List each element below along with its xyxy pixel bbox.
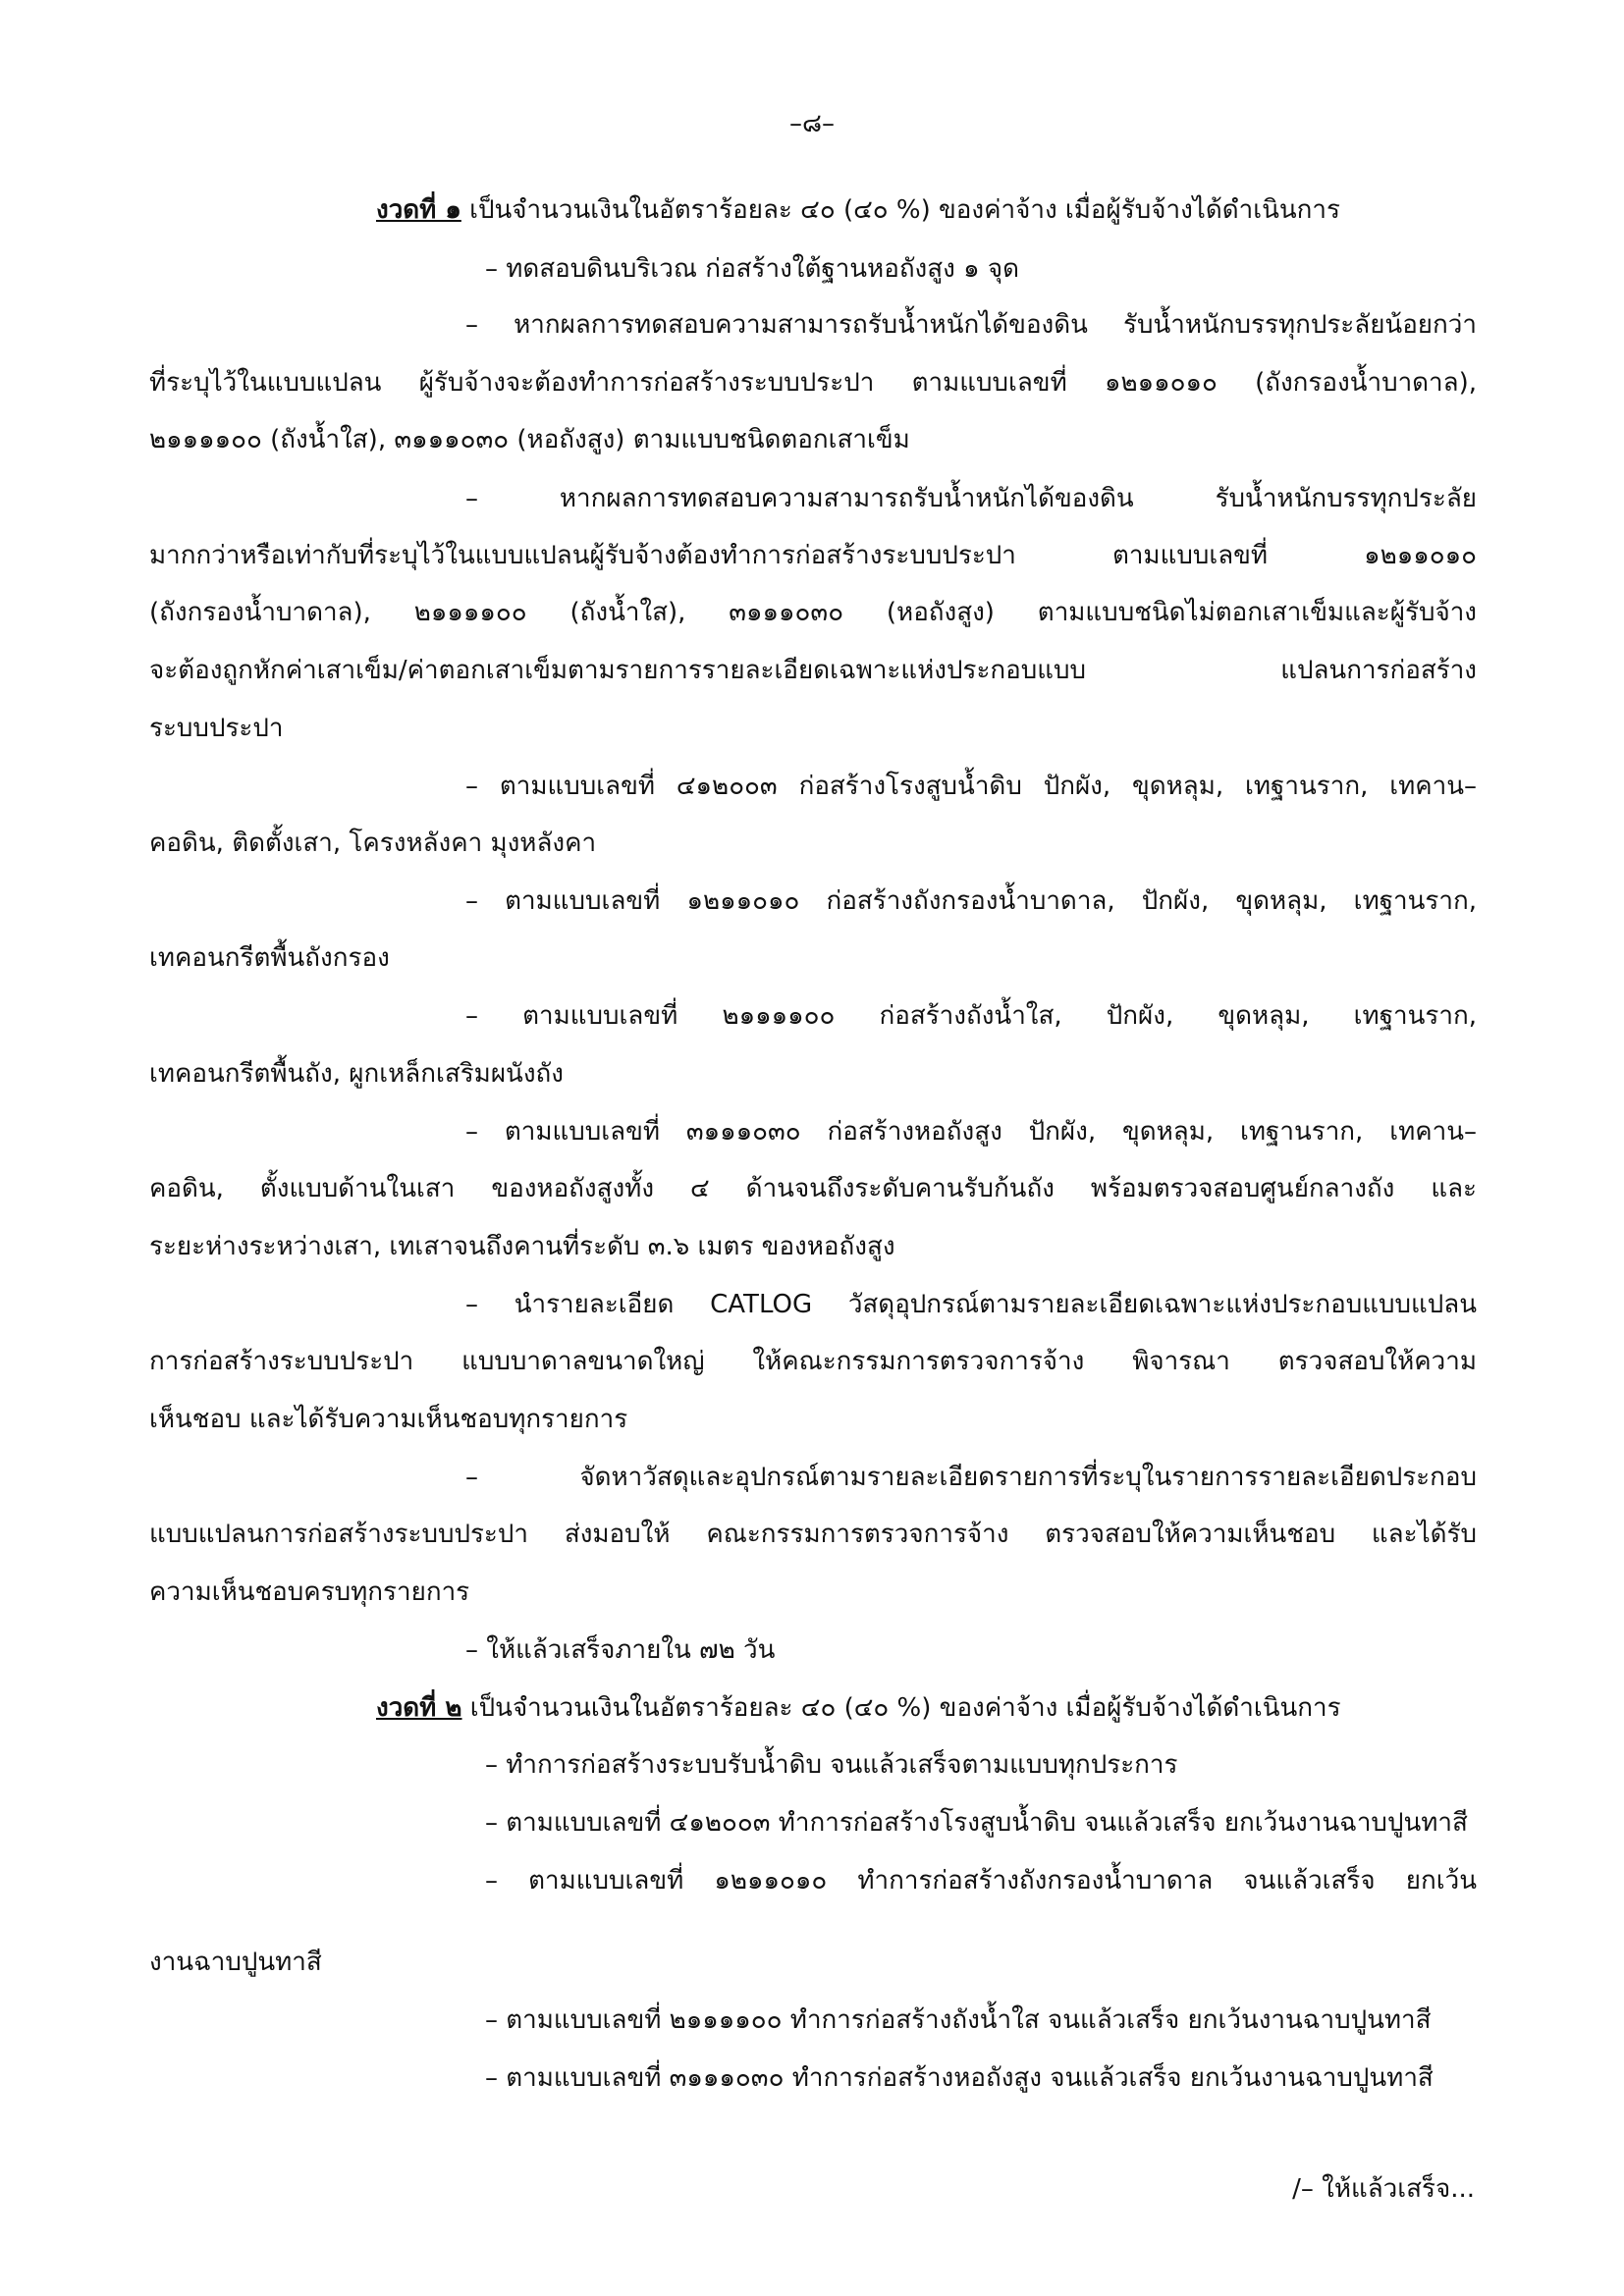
paragraph-line: คอดิน, ตั้งแบบด้านในเสา ของหอถังสูงทั้ง ๔ ด้านจนถึงระดับคานรับก้นถัง พร้อมตรวจสอบศูนย์กลางถัง และ [149, 1174, 1477, 1203]
paragraph-line: – ตามแบบเลขที่ ๓๑๑๑๐๓๐ ทำการก่อสร้างหอถังสูง จนแล้วเสร็จ ยกเว้นงานฉาบปูนทาสี [485, 2063, 1434, 2093]
paragraph-line: เทคอนกรีตพื้นถังกรอง [149, 943, 390, 973]
paragraph-line: – นำรายละเอียด CATLOG วัสดุอุปกรณ์ตามรายละเอียดเฉพาะแห่งประกอบแบบแปลน [465, 1290, 1477, 1319]
paragraph-line: ๒๑๑๑๑๐๐ (ถังน้ำใส), ๓๑๑๑๐๓๐ (หอถังสูง) ตามแบบชนิดตอกเสาเข็ม [149, 425, 910, 454]
paragraph-line: ระบบประปา [149, 714, 284, 743]
paragraph-line: เทคอนกรีตพื้นถัง, ผูกเหล็กเสริมผนังถัง [149, 1059, 564, 1089]
paragraph-line: – หากผลการทดสอบความสามารถรับน้ำหนักได้ของดิน รับน้ำหนักบรรทุกประลัยน้อยกว่า [465, 310, 1477, 340]
paragraph-line: คอดิน, ติดตั้งเสา, โครงหลังคา มุงหลังคา [149, 828, 597, 858]
paragraph-line: แบบแปลนการก่อสร้างระบบประปา ส่งมอบให้ คณะกรรมการตรวจการจ้าง ตรวจสอบให้ความเห็นชอบ และได้รับ [149, 1520, 1477, 1549]
paragraph-line: มากกว่าหรือเท่ากับที่ระบุไว้ในแบบแปลนผู้รับจ้างต้องทำการก่อสร้างระบบประปา ตามแบบเลขที่ ๑๒๑๑๐๑๐ [149, 541, 1477, 570]
paragraph-line: – หากผลการทดสอบความสามารถรับน้ำหนักได้ของดิน รับน้ำหนักบรรทุกประลัย [465, 484, 1477, 513]
installment2-intro: เป็นจำนวนเงินในอัตราร้อยละ ๔๐ (๔๐ %) ของค่าจ้าง เมื่อผู้รับจ้างได้ดำเนินการ [461, 1693, 1341, 1723]
continuation-note: /– ให้แล้วเสร็จ... [1292, 2174, 1475, 2204]
paragraph-line: – ตามแบบเลขที่ ๔๑๒๐๐๓ ก่อสร้างโรงสูบน้ำดิบ ปักผัง, ขุดหลุม, เทฐานราก, เทคาน– [465, 772, 1477, 801]
installment1-heading-line [376, 192, 1340, 228]
page-number: –๘– [788, 109, 836, 138]
installment1-intro: เป็นจำนวนเงินในอัตราร้อยละ ๔๐ (๔๐ %) ของค่าจ้าง เมื่อผู้รับจ้างได้ดำเนินการ [460, 195, 1340, 225]
paragraph-line: – ตามแบบเลขที่ ๒๑๑๑๑๐๐ ทำการก่อสร้างถังน้ำใส จนแล้วเสร็จ ยกเว้นงานฉาบปูนทาสี [485, 2005, 1432, 2035]
paragraph-line: จะต้องถูกหักค่าเสาเข็ม/ค่าตอกเสาเข็มตามรายการรายละเอียดเฉพาะแห่งประกอบแบบ แปลนการก่อสร้าง [149, 656, 1477, 685]
paragraph-line: – ตามแบบเลขที่ ๑๒๑๑๐๑๐ ก่อสร้างถังกรองน้ำบาดาล, ปักผัง, ขุดหลุม, เทฐานราก, [465, 886, 1477, 916]
paragraph-line: – ตามแบบเลขที่ ๒๑๑๑๑๐๐ ก่อสร้างถังน้ำใส, ปักผัง, ขุดหลุม, เทฐานราก, [465, 1001, 1477, 1031]
paragraph-line: – ตามแบบเลขที่ ๔๑๒๐๐๓ ทำการก่อสร้างโรงสูบน้ำดิบ จนแล้วเสร็จ ยกเว้นงานฉาบปูนทาสี [485, 1808, 1468, 1838]
paragraph-line: – ทดสอบดินบริเวณ ก่อสร้างใต้ฐานหอถังสูง ๑ จุด [485, 254, 1019, 284]
paragraph-line: – จัดหาวัสดุและอุปกรณ์ตามรายละเอียดรายการที่ระบุในรายการรายละเอียดประกอบ [465, 1463, 1477, 1492]
paragraph-line: ระยะห่างระหว่างเสา, เทเสาจนถึงคานที่ระดับ ๓.๖ เมตร ของหอถังสูง [149, 1232, 895, 1261]
paragraph-line: – ตามแบบเลขที่ ๓๑๑๑๐๓๐ ก่อสร้างหอถังสูง ปักผัง, ขุดหลุม, เทฐานราก, เทคาน– [465, 1117, 1477, 1147]
paragraph-line: – ให้แล้วเสร็จภายใน ๗๒ วัน [465, 1635, 776, 1665]
paragraph-line: (ถังกรองน้ำบาดาล), ๒๑๑๑๑๐๐ (ถังน้ำใส), ๓๑๑๑๐๓๐ (หอถังสูง) ตามแบบชนิดไม่ตอกเสาเข็มและผู้รับจ้าง [149, 598, 1477, 627]
paragraph-line: งานฉาบปูนทาสี [149, 1948, 322, 1977]
paragraph-line: – ทำการก่อสร้างระบบรับน้ำดิบ จนแล้วเสร็จตามแบบทุกประการ [485, 1750, 1178, 1780]
paragraph-line: เห็นชอบ และได้รับความเห็นชอบทุกรายการ [149, 1405, 628, 1434]
paragraph-line: – ตามแบบเลขที่ ๑๒๑๑๐๑๐ ทำการก่อสร้างถังกรองน้ำบาดาล จนแล้วเสร็จ ยกเว้น [485, 1866, 1477, 1896]
installment2-heading-line [376, 1690, 1341, 1726]
paragraph-line: ที่ระบุไว้ในแบบแปลน ผู้รับจ้างจะต้องทำการก่อสร้างระบบประปา ตามแบบเลขที่ ๑๒๑๑๐๑๐ (ถังกรองน้ำบาดาล), [149, 368, 1477, 398]
installment2-heading: งวดที่ ๒ [376, 1693, 462, 1723]
paragraph-line: ความเห็นชอบครบทุกรายการ [149, 1577, 470, 1607]
installment1-heading: งวดที่ ๑ [376, 195, 461, 225]
paragraph-line: การก่อสร้างระบบประปา แบบบาดาลขนาดใหญ่ ให้คณะกรรมการตรวจการจ้าง พิจารณา ตรวจสอบให้ความ [149, 1347, 1477, 1376]
